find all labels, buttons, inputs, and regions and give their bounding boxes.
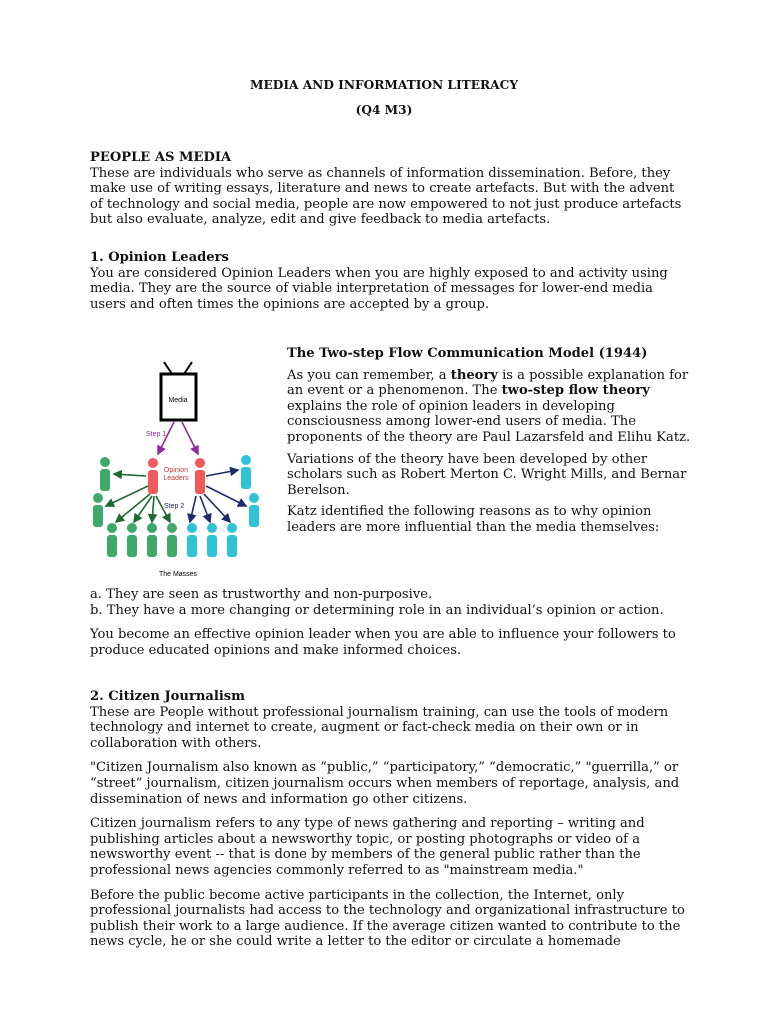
bold-term: theory — [450, 367, 498, 383]
two-step-flow-svg — [88, 348, 268, 583]
section-people-as-media — [90, 150, 690, 228]
section-heading: PEOPLE AS MEDIA — [90, 150, 232, 165]
text-run: is a possible explanation for an event or a phenomenon. The — [287, 367, 689, 399]
section-heading: 2. Citizen Journalism — [90, 689, 246, 704]
two-step-flow-diagram — [88, 348, 268, 583]
mass-person-icon — [241, 455, 251, 489]
paragraph: "Citizen Journalism also known as “public,” “participatory,” “democratic,” "guerrilla,” or “street” journalism, citizen journalism occurs when members of reportage, analysis, and dissemination of news and information go other citizens. — [90, 760, 680, 807]
two-step-section — [287, 346, 697, 536]
reasons-list — [90, 587, 690, 658]
mass-person-icon — [187, 523, 197, 557]
step1-label: Step 1 — [146, 431, 167, 438]
tv-icon — [161, 362, 196, 420]
mass-person-icon — [147, 523, 157, 557]
paragraph: Before the public become active participants in the collection, the Internet, only professional journalists had access to the technology and organizational infrastructure to publish their work to a large audience. If the average citizen wanted to contribute to the news cycle, he or she could write a letter to the editor or circulate a homemade — [90, 887, 685, 950]
section-heading: The Two-step Flow Communication Model (1944) — [287, 346, 648, 361]
paragraph: You become an effective opinion leader when you are able to influence your followers to produce educated opinions and make informed choices. — [90, 627, 676, 658]
paragraph: Katz identified the following reasons as to why opinion leaders are more influential than the media themselves: — [287, 504, 660, 535]
paragraph: Variations of the theory have been developed by other scholars such as Robert Merton C. Wright Mills, and Bernar Berelson. — [287, 451, 687, 498]
bold-term: two-step flow theory — [501, 383, 650, 399]
section-heading: 1. Opinion Leaders — [90, 250, 229, 265]
media-label: Media — [168, 397, 188, 404]
paragraph: These are individuals who serve as channels of information dissemination. Before, they make use of writing essays, literature and news to create artefacts. But with the advent of technology and social media, people are now empowered to not just produce artefacts but also evaluate, analyze, edit and give feedback to media artefacts. — [90, 165, 682, 228]
step1-arrow — [182, 422, 198, 454]
text-run: explains the role of opinion leaders in developing consciousness among lower-end users of media. The proponents of the theory are Paul Lazarsfeld and Elihu Katz. — [287, 398, 691, 445]
paragraph: Citizen journalism refers to any type of news gathering and reporting – writing and publishing articles about a newsworthy topic, or posting photographs or video of a newsworthy event -- that is done by members of the general public rather than the professional news agencies commonly referred to as "mainstream media." — [90, 816, 645, 878]
step1-arrow — [158, 422, 174, 454]
opinion-leader-icon — [148, 458, 158, 494]
leaders-label-1: Opinion — [163, 467, 189, 474]
section-citizen-journalism — [90, 689, 690, 950]
paragraph — [287, 368, 697, 446]
masses-label: The Masses — [158, 571, 198, 578]
mass-person-icon — [93, 493, 103, 527]
document-subtitle: (Q4 M3) — [355, 103, 413, 117]
list-item: b. They have a more changing or determining role in an individual’s opinion or action. — [90, 602, 664, 618]
leaders-label-2: Leaders — [163, 475, 189, 482]
section-opinion-leaders — [90, 250, 690, 312]
paragraph: These are People without professional journalism training, can use the tools of modern technology and internet to create, augment or fact-check media on their own or in collaboration with others. — [90, 704, 669, 751]
mass-person-icon — [207, 523, 217, 557]
list-item: a. They are seen as trustworthy and non-purposive. — [90, 587, 433, 602]
mass-person-icon — [127, 523, 137, 557]
mass-person-icon — [107, 523, 117, 557]
mass-person-icon — [227, 523, 237, 557]
mass-person-icon — [249, 493, 259, 527]
step2-label: Step 2 — [164, 503, 185, 510]
text-run: As you can remember, a — [287, 367, 451, 383]
mass-person-icon — [167, 523, 177, 557]
paragraph: You are considered Opinion Leaders when you are highly exposed to and activity using media. They are the source of viable interpretation of messages for lower-end media users and often times the opinions are accepted by a group. — [90, 265, 668, 312]
mass-person-icon — [100, 457, 110, 491]
opinion-leader-icon — [195, 458, 205, 494]
document-title: MEDIA AND INFORMATION LITERACY — [249, 78, 519, 92]
